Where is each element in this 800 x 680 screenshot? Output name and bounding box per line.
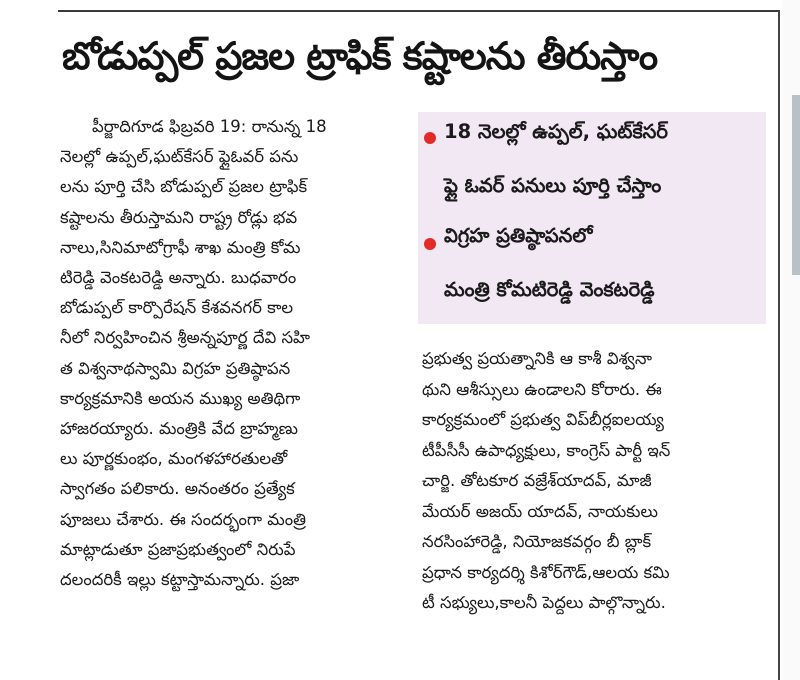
text-line: థుని ఆశీస్సులు ఉండాలని కోరారు. ఈ (422, 379, 662, 399)
text-line: కార్యక్రమానికి అయన ముఖ్య అతిథిగా (60, 388, 301, 408)
text-line: మేయర్ అజయ్ యాదవ్, నాయకులు (422, 501, 658, 521)
top-rule (58, 10, 780, 12)
column-divider (778, 10, 780, 680)
text-line: లు పూర్ణకుంభం, మంగళహారతులతో (60, 449, 288, 469)
headline: బోడుప్పల్ ప్రజల ట్రాఫిక్ కష్టాలను తీరుస్తాం (62, 34, 658, 78)
text-line: పీర్జాదిగూడ ఫిబ్రవరి 19: రానున్న 18 (92, 117, 327, 136)
text-line: ప్రధాన కార్యదర్శి కిశోర్‌గౌడ్,ఆలయ కమి (422, 562, 670, 582)
text-line: కష్టాలను తీరుస్తామని రాష్ట్ర రోడ్లు భవ (60, 207, 298, 227)
text-line: టిరెడ్డి వెంకటరెడ్డి అన్నారు. బుధవారం (60, 268, 297, 288)
text-line: స్వాగతం పలికారు. అనంతరం ప్రత్యేక (60, 479, 295, 499)
text-line: చార్జి. తోటకూర వజ్రేశ్‌యాదవ్, మాజీ (422, 471, 652, 490)
text-line: కార్యక్రమంలో ప్రభుత్వ విప్‌బీర్లఐలయ్య (422, 410, 664, 429)
article-right-column (422, 344, 770, 619)
article-left-column (60, 112, 410, 595)
text-line: మాట్లాడుతూ ప్రజాప్రభుత్వంలో నిరుపే (60, 539, 296, 559)
highlight-line: విగ్రహ ప్రతిష్ఠాపనలో (444, 224, 593, 247)
highlight-line: ఫ్లై ఓవర్ పనులు పూర్తి చేస్తాం (444, 174, 662, 197)
highlight-line: మంత్రి కోమటిరెడ్డి వెంకటరెడ్డి (444, 278, 655, 301)
text-line: బోడుప్పల్ కార్పొరేషన్ కేశవనగర్ కాల (60, 298, 294, 318)
adjacent-photo-edge (792, 95, 800, 275)
text-line: దలందరికీ ఇల్లు కట్టాస్తామన్నారు. ప్రజా (60, 570, 300, 590)
text-line: లను పూర్తి చేసి బోడుప్పల్ ప్రజల ట్రాఫిక్ (60, 177, 308, 197)
bullet-icon (424, 238, 436, 250)
highlight-line: 18 నెలల్లో ఉప్పల్, ఘట్‌కేసర్ (444, 120, 668, 143)
text-line: నెలల్లో ఉప్పల్,ఘట్‌కేసర్ ఫ్లైఓవర్ పను (60, 147, 299, 167)
bullet-icon (424, 132, 436, 144)
text-line: నరసింహారెడ్డి, నియోజకవర్గం బీ బ్లాక్ (422, 532, 652, 551)
text-line: నీలో నిర్వహించిన శ్రీఅన్నపూర్ణ దేవి సహి (60, 328, 311, 348)
highlight-box (418, 112, 766, 324)
text-line: టీ సభ్యులు,కాలనీ పెద్దలు పాల్గొన్నారు. (422, 593, 666, 612)
text-line: ప్రభుత్వ ప్రయత్నానికి ఆ కాశీ విశ్వనా (422, 349, 652, 368)
text-line: టీపీసీసీ ఉపాధ్యక్షులు, కాంగ్రెస్ పార్టీ ఇన్ (422, 440, 671, 460)
text-line: నాలు,సినిమాటోగ్రాఫీ శాఖ మంత్రి కోమ (60, 237, 301, 257)
text-line: హాజరయ్యారు. మంత్రికి వేద బ్రాహ్మణు (60, 419, 298, 439)
text-line: త విశ్వనాథస్వామి విగ్రహ ప్రతిష్ఠాపన (60, 358, 291, 378)
text-line: పూజలు చేశారు. ఈ సందర్భంగా మంత్రి (60, 509, 306, 529)
